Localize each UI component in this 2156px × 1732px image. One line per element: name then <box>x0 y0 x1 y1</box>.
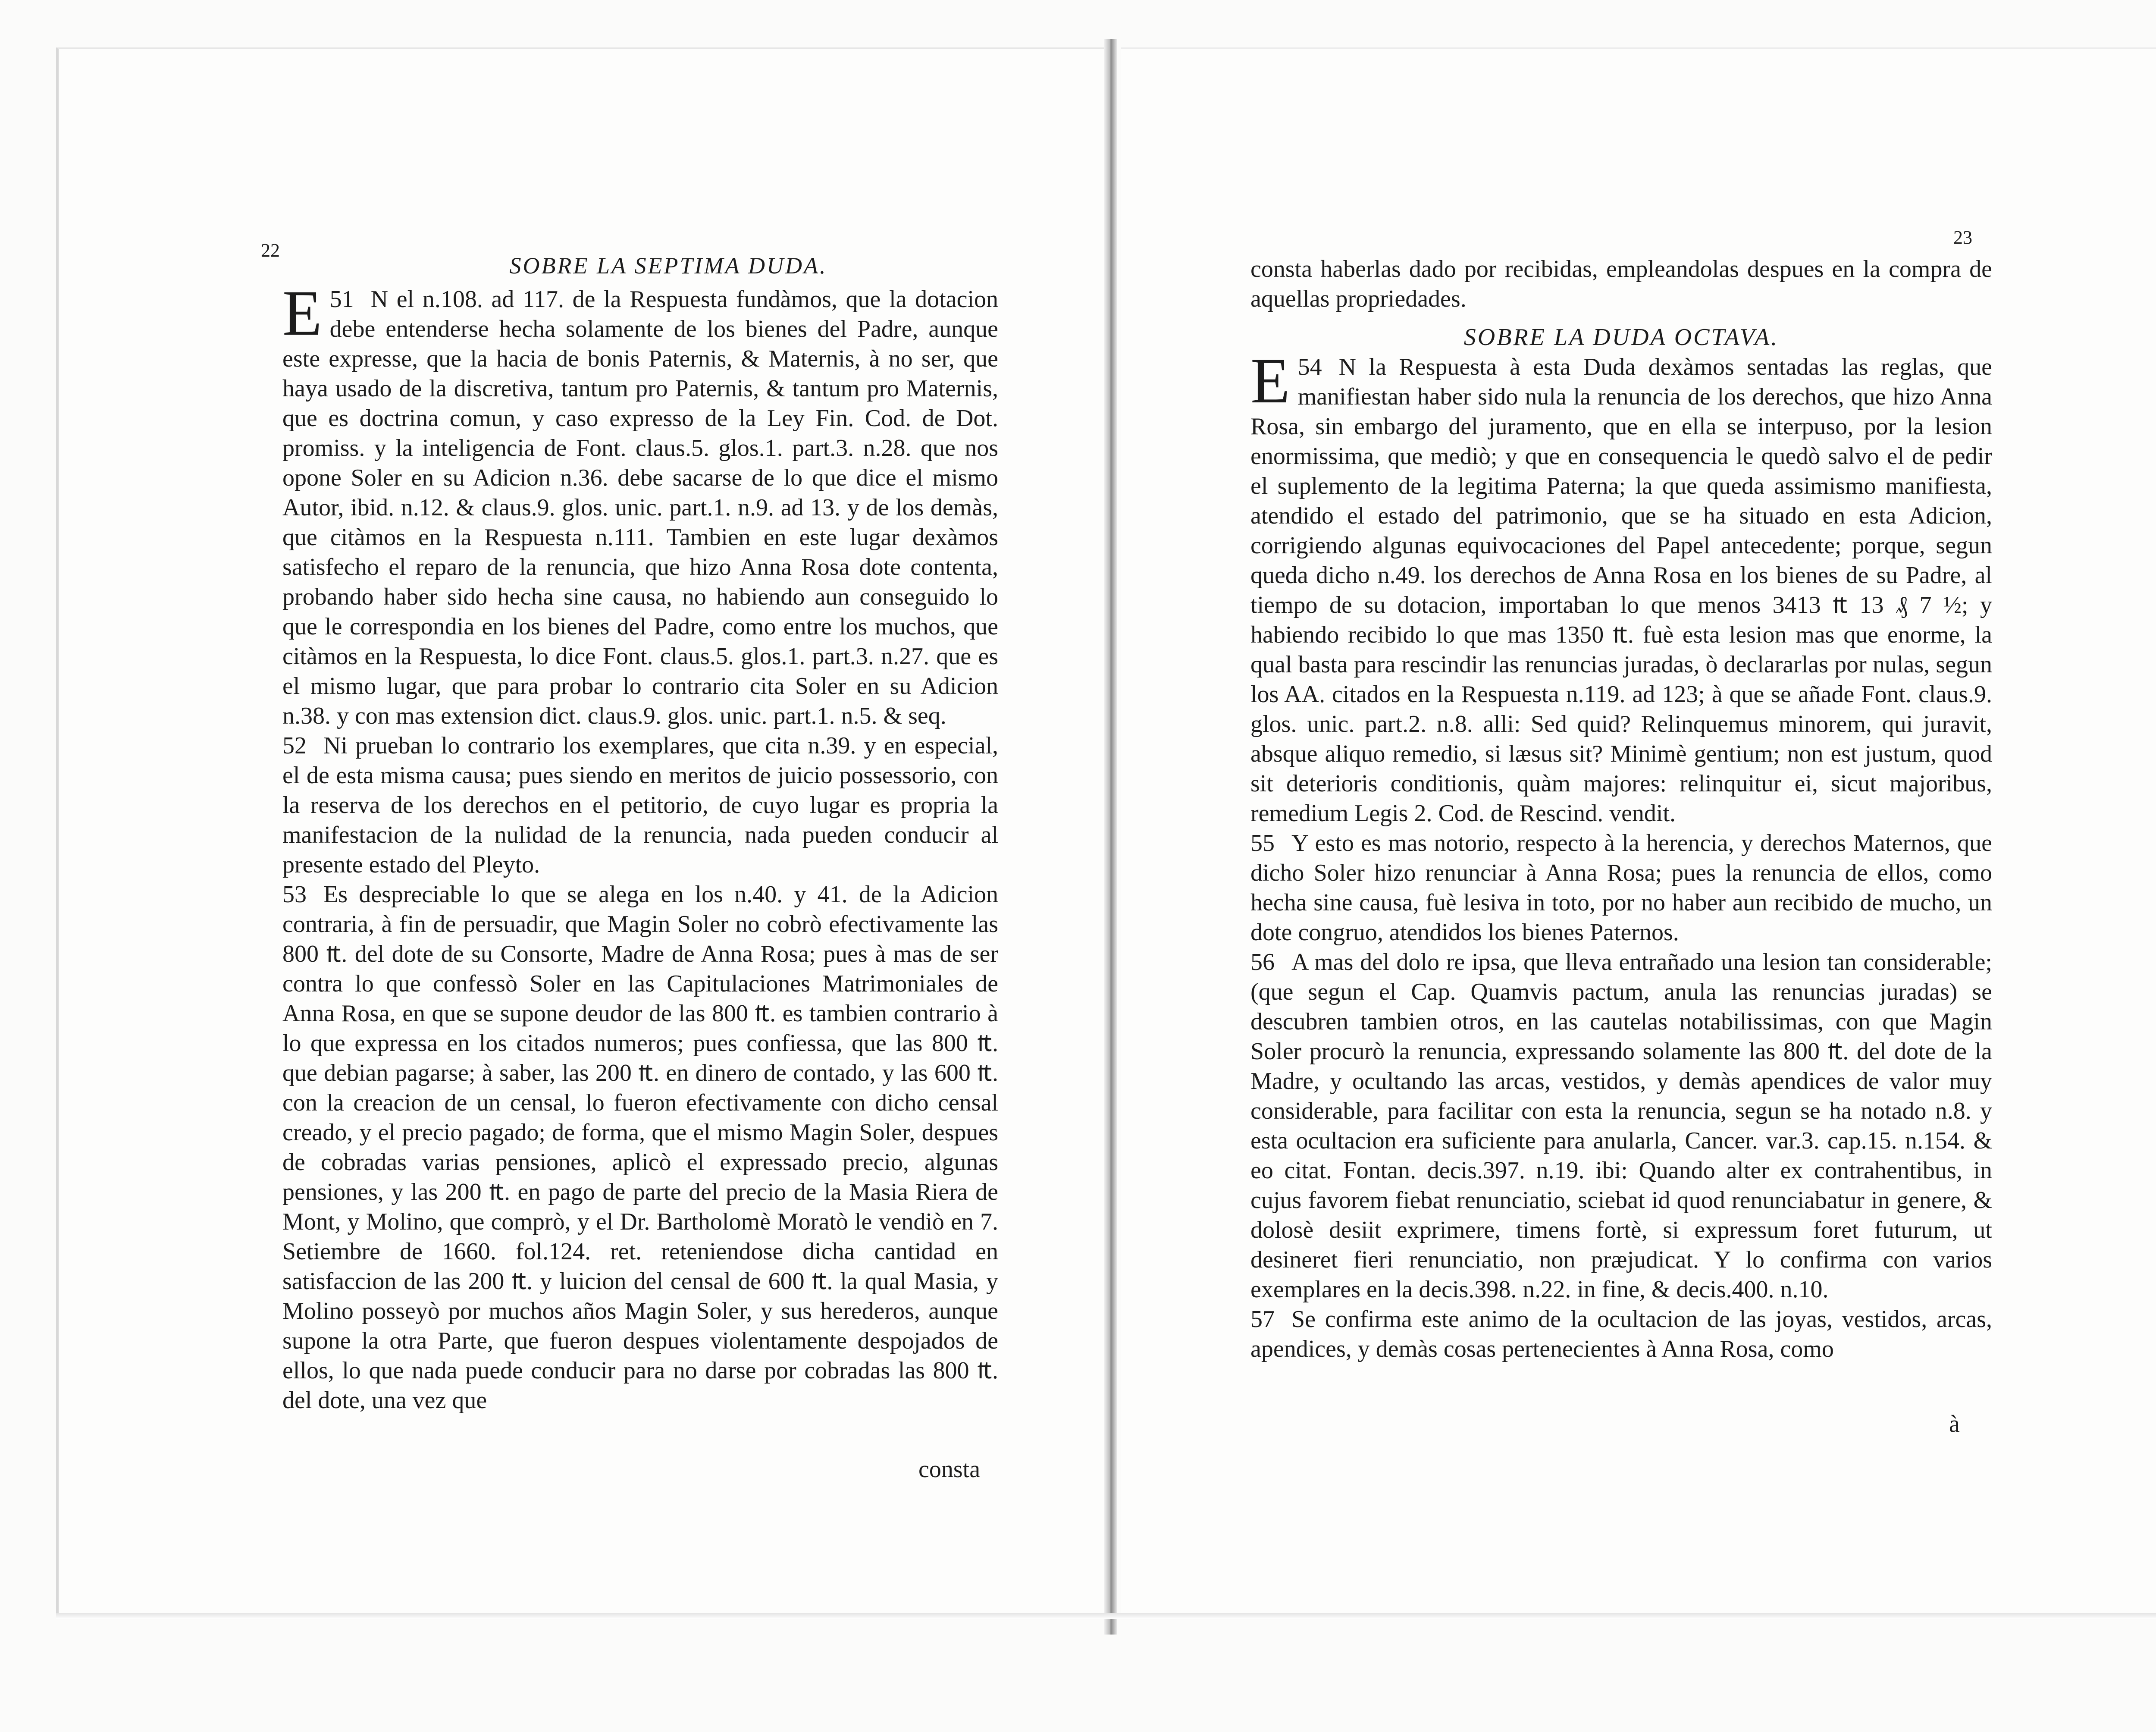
paragraph-52 <box>282 731 998 880</box>
paragraph-number: 55 <box>1250 830 1275 857</box>
section-heading-right: SOBRE LA DUDA OCTAVA. <box>1463 324 1779 351</box>
paragraph-text: Es despreciable lo que se alega en los n.40. y 41. de la Adicion contraria, à fin de persuadir, que Magin Soler no cobrò efectivamente las 800 ₶. del dote de su Consorte, Madre de Anna Rosa; pues à mas de ser contra lo que confessò Soler en las Capitulaciones Matrimoniales de Anna Rosa, en que se supone deudor de las 800 ₶. es tambien contrario à lo que expressa en los citados numeros; pues confiessa, que las 800 ₶. que debian pagarse; à saber, las 200 ₶. en dinero de contado, y las 600 ₶. con la creacion de un censal, lo fueron efectivamente con dicho censal creado, y el precio pagado; de forma, que el mismo Magin Soler, despues de cobradas varias pensiones, aplicò el expressado precio, algunas pensiones, y las 200 ₶. en pago de parte del precio de la Masia Riera de Mont, y Molino, que comprò, y el Dr. Bartholomè Moratò le vendiò en 7. Setiembre de 1660. fol.124. ret. reteniendose dicha cantidad en satisfaccion de las 200 ₶. y luicion del censal de 600 ₶. la qual Masia, y Molino posseyò por muchos años Magin Soler, y sus herederos, aunque supone la otra Parte, que fueron despues violentamente despojados de ellos, lo que nada puede conducir para no darse por cobradas las 800 ₶. del dote, una vez que <box>282 881 998 1414</box>
paragraph-54 <box>1250 345 1992 828</box>
catchword-left: consta <box>918 1456 981 1483</box>
drop-cap: E <box>282 277 322 349</box>
paragraph-text: A mas del dolo re ipsa, que lleva entrañado una lesion tan considerable; (que segun el Cap. Quamvis pactum, anula las renuncias juradas) se descubren tambien otros, en las cautelas notabilissimas, con que Magin Soler procurò la renuncia, expressando solamente las 800 ₶. del dote de la Madre, y ocultando las arcas, vestidos, y demàs apendices de valor muy considerable, para facilitar con esta la renuncia, segun se ha notado n.8. y esta ocultacion era suficiente para anularla, Cancer. var.3. cap.15. n.154. & eo citat. Fontan. decis.397. n.19. ibi: Quando alter ex contrahentibus, in cujus favorem fiebat renunciatio, sciebat id quod renunciabatur in genere, & dolosè desiit exprimere, timens fortè, si expressum foret futurum, ut desineret fieri renunciatio, non præjudicat. Y lo confirma con varios exemplares en la decis.398. n.22. in fine, & decis.400. n.10. <box>1250 949 1992 1303</box>
page-bottom-edge <box>56 1613 2156 1619</box>
continuation-text: consta haberlas dado por recibidas, empleandolas despues en la compra de aquellas propriedades. <box>1250 256 1992 312</box>
catchword-right: à <box>1949 1411 1960 1437</box>
paragraph-number: 57 <box>1250 1306 1275 1333</box>
paragraph-text: Y esto es mas notorio, respecto à la herencia, y derechos Maternos, que dicho Soler hizo renunciar à Anna Rosa; pues la renuncia de ellos, como hecha sine causa, fuè lesiva in toto, por no haber aun recibido de mucho, un dote congruo, atendidos los bienes Paternos. <box>1250 830 1992 946</box>
drop-cap: E <box>1250 345 1290 417</box>
book-gutter <box>1104 39 1117 1635</box>
paragraph-55 <box>1250 828 1992 948</box>
paragraph-text: Se confirma este animo de la ocultacion de las joyas, vestidos, arcas, apendices, y demàs cosas pertenecientes à Anna Rosa, como <box>1250 1306 1992 1362</box>
paragraph-number: 54 <box>1297 354 1322 380</box>
section-heading-left: SOBRE LA SEPTIMA DUDA. <box>509 253 827 279</box>
paragraph-number: 51 <box>329 286 354 313</box>
paragraph-51 <box>282 277 998 731</box>
paragraph-text: Ni prueban lo contrario los exemplares, que cita n.39. y en especial, el de esta misma causa; pues siendo en meritos de juicio possessorio, con la reserva de los derechos en el petitorio, de cuyo lugar es propria la manifestacion de la nulidad de la renuncia, nada pueden conducir al presente estado del Pleyto. <box>282 732 998 878</box>
paragraph-number: 52 <box>282 732 307 759</box>
paragraph-number: 56 <box>1250 949 1275 976</box>
paragraph-56 <box>1250 948 1992 1305</box>
page-number-left: 22 <box>261 240 280 261</box>
paragraph-number: 53 <box>282 881 307 908</box>
page-number-right: 23 <box>1953 227 1972 248</box>
paragraph-53 <box>282 880 998 1415</box>
paragraph-57 <box>1250 1305 1992 1364</box>
paragraph-text: N la Respuesta à esta Duda dexàmos sentadas las reglas, que manifiestan haber sido nula la renuncia de los derechos, que hizo Anna Rosa, sin embargo del juramento, que en ella se interpuso, por la lesion enormissima, que mediò; y que en consequencia le quedò salvo el de pedir el suplemento de la legitima Paterna; la que queda assimismo manifiesta, atendido el estado del patrimonio, que se ha situado en esta Adicion, corrigiendo algunas equivocaciones del Papel antecedente; porque, segun queda dicho n.49. los derechos de Anna Rosa en los bienes de su Padre, al tiempo de su dotacion, importaban lo que menos 3413 ₶ 13 ₰ 7 ½; y habiendo recibido lo que mas 1350 ₶. fuè esta lesion mas que enorme, la qual basta para rescindir las renuncias juradas, ò declararlas por nulas, segun los AA. citados en la Respuesta n.119. ad 123; à que se añade Font. claus.9. glos. unic. part.2. n.8. alli: Sed quid? Relinquemus minorem, qui juravit, absque aliquo remedio, si læsus sit? Minimè gentium; non est justum, quod sit deterioris conditionis, quàm majores: relinquitur ei, sicut majoribus, remedium Legis 2. Cod. de Rescind. vendit. <box>1250 354 1992 827</box>
right-body-text <box>1250 254 1992 1364</box>
left-body-text <box>282 277 998 1415</box>
paragraph-text: N el n.108. ad 117. de la Respuesta fundàmos, que la dotacion debe entenderse hecha solamente de los bienes del Padre, aunque este expresse, que la hacia de bonis Paternis, & Maternis, à no ser, que haya usado de la discretiva, tantum pro Paternis, & tantum pro Maternis, que es doctrina comun, y caso expresso de la Ley Fin. Cod. de Dot. promiss. y la inteligencia de Font. claus.5. glos.1. part.3. n.28. que nos opone Soler en su Adicion n.36. debe sacarse de lo que dice el mismo Autor, ibid. n.12. & claus.9. glos. unic. part.1. n.9. ad 13. y de los demàs, que citàmos en la Respuesta n.111. Tambien en este lugar dexàmos satisfecho el reparo de la renuncia, que hizo Anna Rosa dote contenta, probando haber sido hecha sine causa, no habiendo aun conseguido lo que le correspondia en los bienes del Padre, como entre los muchos, que citàmos en la Respuesta, lo dice Font. claus.5. glos.1. part.3. n.27. que es el mismo lugar, que para probar lo contrario cita Soler en su Adicion n.38. y con mas extension dict. claus.9. glos. unic. part.1. n.5. & seq. <box>282 286 998 729</box>
